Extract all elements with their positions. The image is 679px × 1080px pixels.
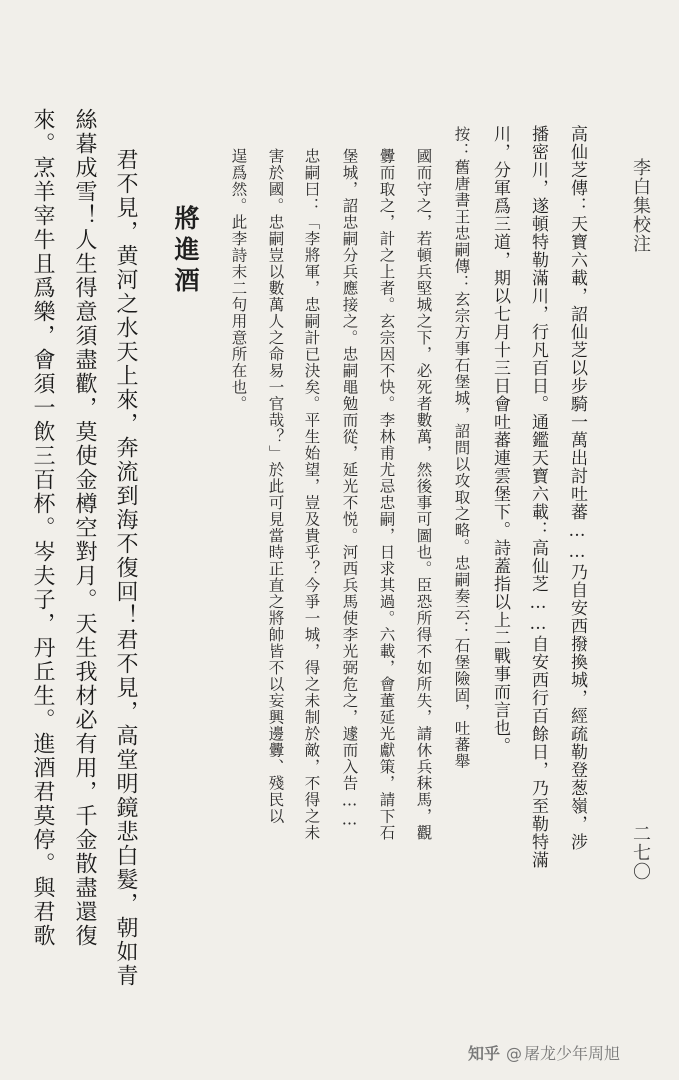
watermark-author: 屠龙少年周旭	[524, 1044, 621, 1063]
commentary-line: 害於國。忠嗣豈以數萬人之命易一官哉？」於此可見當時正直之將帥皆不以妄興邊釁、殘民以	[266, 148, 285, 825]
commentary-line: 逞爲然。此李詩末二句用意所在也。	[229, 148, 248, 412]
commentary-line: 堡城，詔忠嗣分兵應接之。忠嗣黽勉而從，延光不悦。河西兵馬使李光弼危之，遽而入告……	[340, 148, 359, 830]
note-line: 播密川，遂頓特勒滿川，行凡百日。通鑑天寶六載：高仙芝……自安西行百餘日，乃至勒特滿	[528, 125, 548, 869]
zhihu-logo: 知乎	[468, 1044, 501, 1063]
note-line: 川，分軍爲三道，期以七月十三日會吐蕃連雲堡下。詩蓋指以上二戰事而言也。	[490, 125, 510, 755]
commentary-line: 釁而取之，計之上者。玄宗因不快。李林甫尤忌忠嗣，日求其過。六載，會董延光獻策，請下石	[377, 148, 396, 841]
poem-line: 君不見，黄河之水天上來，奔流到海不復回！君不見，高堂明鏡悲白髮，朝如青	[113, 148, 138, 988]
poem-line: 來。烹羊宰牛且爲樂，會須一飲三百杯。岑夫子，丹丘生。進酒君莫停。與君歌	[30, 108, 55, 948]
poem-title: 將進酒	[171, 205, 200, 298]
poem-line: 絲暮成雪！人生得意須盡歡，莫使金樽空對月。天生我材必有用，千金散盡還復	[72, 108, 97, 948]
note-line: 高仙芝傳：天寶六載，詔仙芝以步騎一萬出討吐蕃……乃自安西撥換城，經疏勒登葱嶺，涉	[567, 125, 587, 851]
commentary-line: 按：舊唐書王忠嗣傳：玄宗方事石堡城，詔問以攻取之略。忠嗣奏云：石堡險固，吐蕃舉	[452, 126, 471, 770]
watermark	[468, 1041, 620, 1064]
page-number: 二七〇	[630, 824, 651, 881]
commentary-line: 國而守之，若頓兵堅城之下，必死者數萬，然後事可圖也。臣恐所得不如所失，請休兵秣馬，觀	[414, 148, 433, 841]
at-sign: @	[506, 1044, 523, 1063]
book-title-header: 李白集校注	[630, 158, 651, 253]
commentary-line: 忠嗣曰：「李將軍，忠嗣計已決矣。平生始望，豈及貴乎？今爭一城，得之未制於敵，不得之未	[302, 148, 321, 841]
